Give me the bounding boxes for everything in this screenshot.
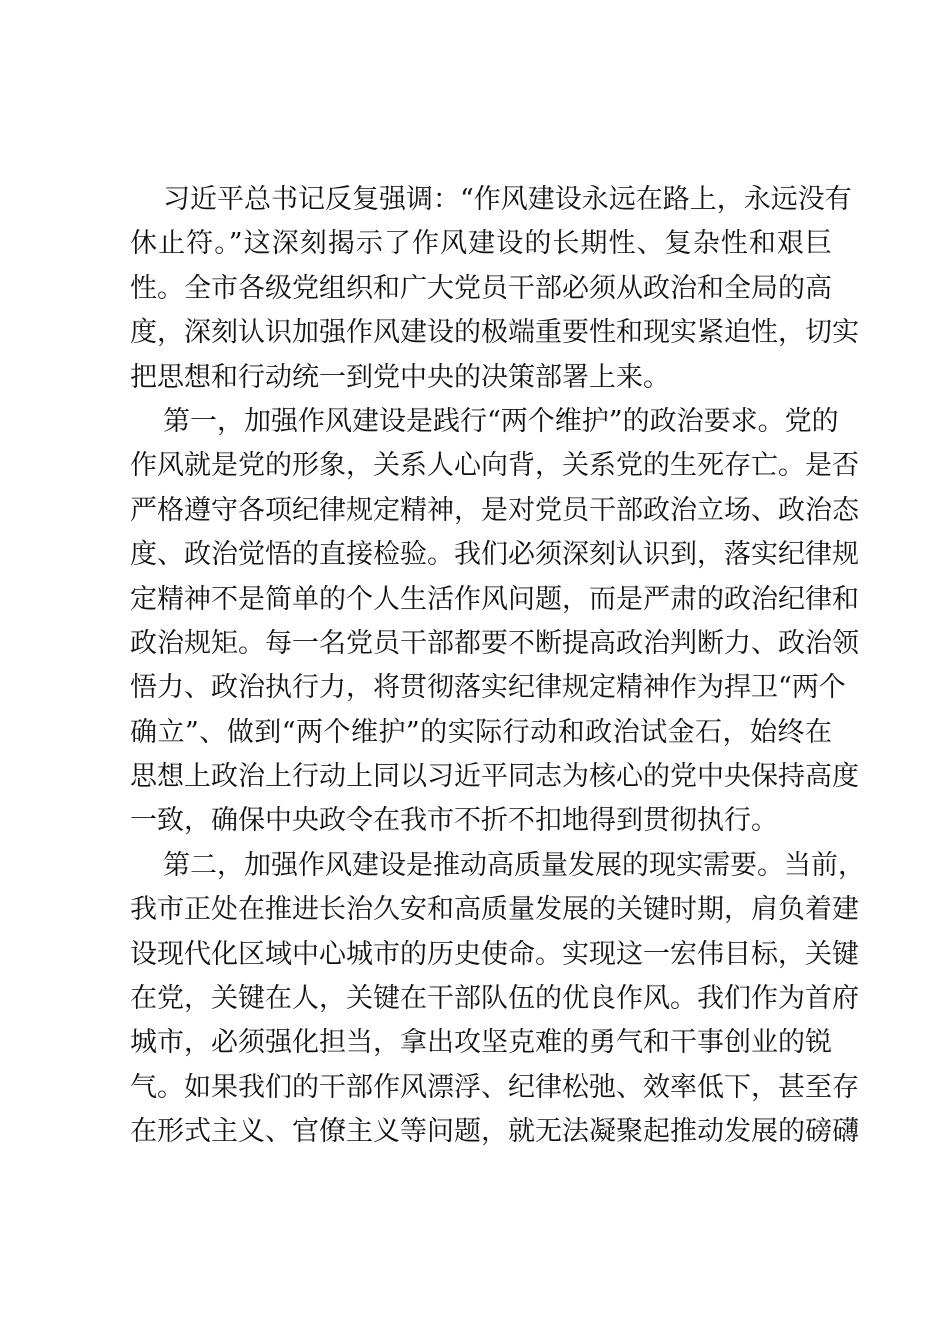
text-line: 第一，加强作风建设是践行“两个维护”的政治要求。党的 — [163, 405, 839, 437]
text-line: 作风就是党的形象，关系人心向背，关系党的生死存亡。是否 — [130, 450, 859, 482]
text-line: 思想上政治上行动上同以习近平同志为核心的党中央保持高度 — [130, 761, 859, 793]
text-line: 定精神不是简单的个人生活作风问题，而是严肃的政治纪律和 — [130, 583, 859, 615]
text-line: 度、政治觉悟的直接检验。我们必须深刻认识到，落实纪律规 — [130, 539, 859, 571]
paragraph-intro — [130, 178, 859, 400]
text-line: 度，深刻认识加强作风建设的极端重要性和现实紧迫性，切实 — [130, 317, 859, 349]
text-line: 在党，关键在人，关键在干部队伍的优良作风。我们作为首府 — [130, 983, 859, 1015]
text-line: 政治规矩。每一名党员干部都要不断提高政治判断力、政治领 — [130, 627, 859, 659]
text-line: 悟力、政治执行力，将贯彻落实纪律规定精神作为捍卫“两个 — [130, 672, 846, 704]
document-body — [130, 178, 865, 1155]
text-line: 性。全市各级党组织和广大党员干部必须从政治和全局的高 — [130, 272, 832, 304]
text-line: 我市正处在推进长治久安和高质量发展的关键时期，肩负着建 — [130, 894, 859, 926]
text-line: 在形式主义、官僚主义等问题，就无法凝聚起推动发展的磅礴 — [130, 1116, 859, 1148]
text-line: 习近平总书记反复强调：“作风建设永远在路上，永远没有 — [163, 184, 852, 215]
text-line: 休止符。”这深刻揭示了作风建设的长期性、复杂性和艰巨 — [130, 228, 832, 260]
paragraph-first-point — [130, 400, 859, 844]
text-line: 确立”、做到“两个维护”的实际行动和政治试金石，始终在 — [130, 716, 832, 748]
text-line: 一致，确保中央政令在我市不折不扣地得到贯彻执行。 — [130, 805, 778, 837]
text-line: 第二，加强作风建设是推动高质量发展的现实需要。当前， — [163, 849, 865, 881]
paragraph-second-point — [130, 844, 865, 1155]
text-line: 设现代化区域中心城市的历史使命。实现这一宏伟目标，关键 — [130, 938, 859, 970]
text-line: 气。如果我们的干部作风漂浮、纪律松弛、效率低下，甚至存 — [130, 1071, 859, 1103]
text-line: 把思想和行动统一到党中央的决策部署上来。 — [130, 361, 670, 393]
text-line: 严格遵守各项纪律规定精神，是对党员干部政治立场、政治态 — [130, 494, 859, 526]
text-line: 城市，必须强化担当，拿出攻坚克难的勇气和干事创业的锐 — [130, 1027, 832, 1059]
